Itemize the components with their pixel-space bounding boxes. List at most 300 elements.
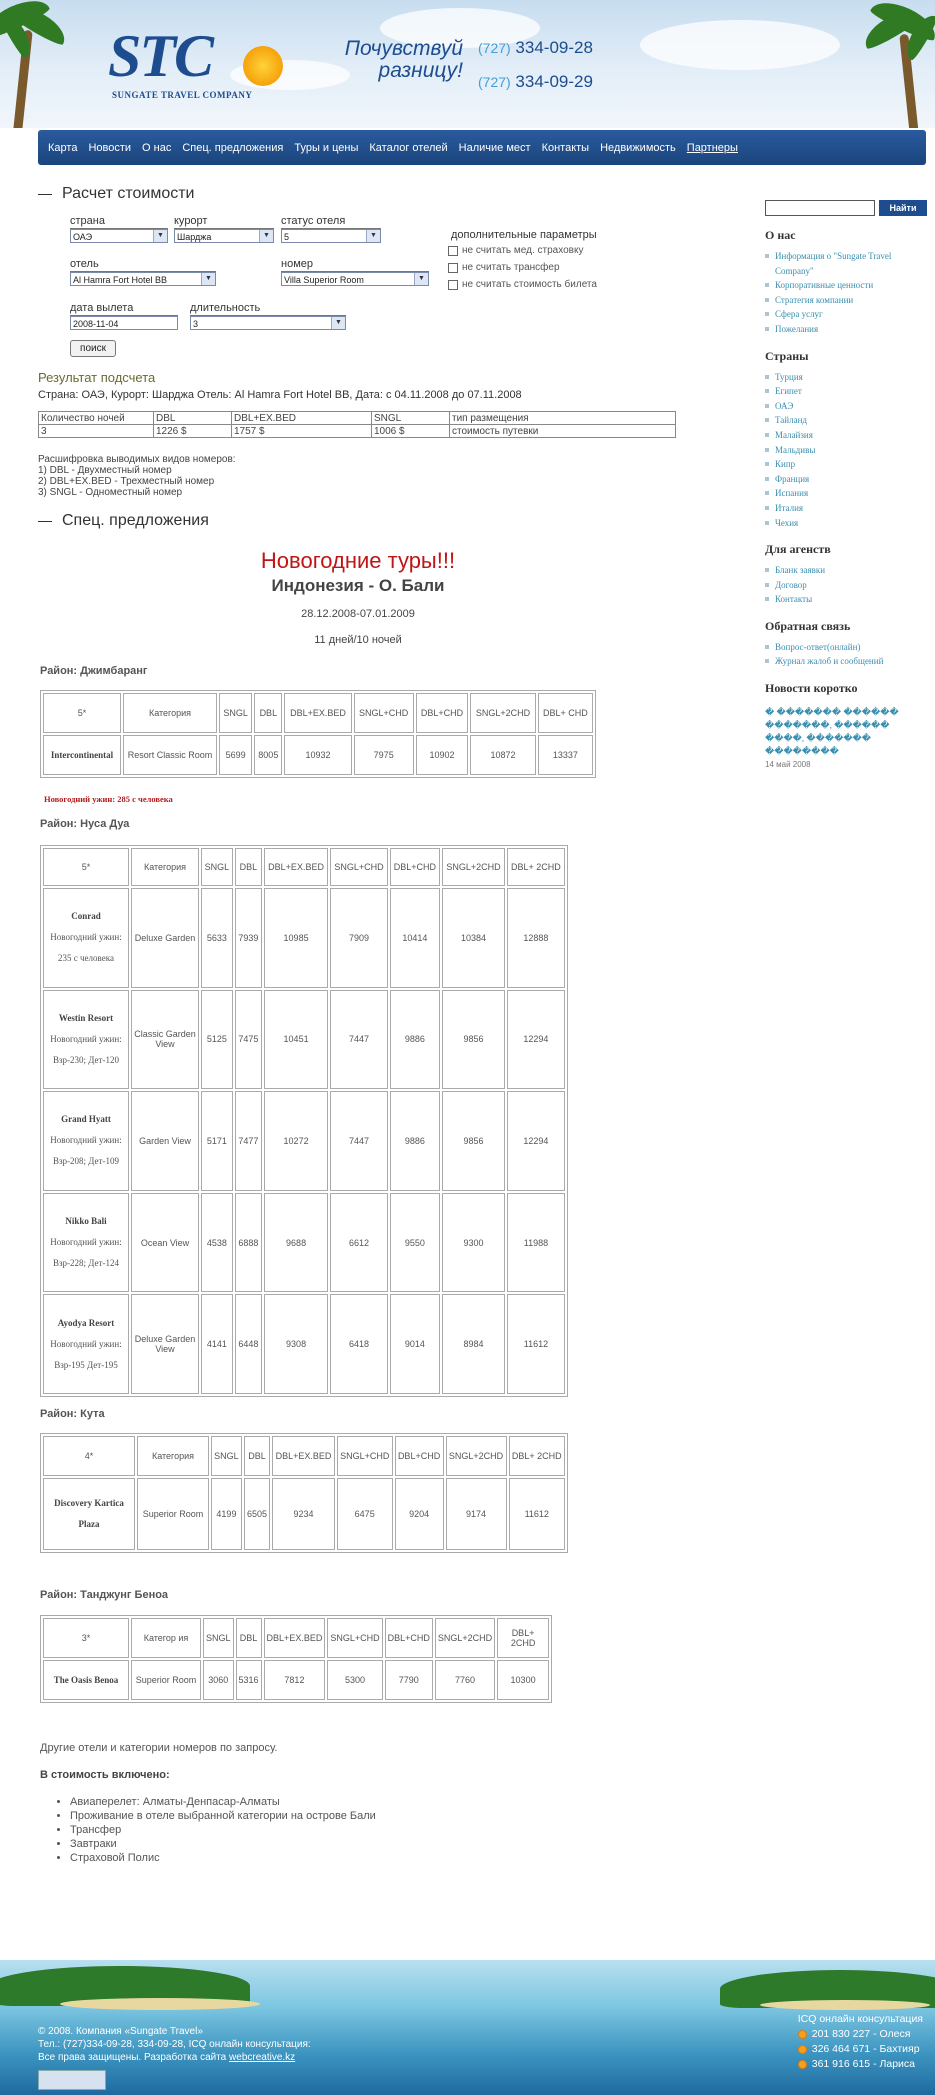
table-header: DBL+EX.BED bbox=[284, 693, 351, 733]
table-cell: 10932 bbox=[284, 735, 351, 775]
table-header: SNGL+CHD bbox=[354, 693, 414, 733]
table-cell: 12888 bbox=[507, 888, 565, 988]
phone-code: (727) bbox=[478, 40, 511, 56]
table-header: SNGL+2CHD bbox=[446, 1436, 507, 1476]
sidebar-link[interactable]: ОАЭ bbox=[765, 399, 930, 414]
table-header: DBL+EX.BED bbox=[272, 1436, 335, 1476]
logo-text: STC bbox=[108, 23, 213, 89]
result-title: Результат подсчета bbox=[38, 370, 156, 385]
legend-item: 3) SNGL - Одноместный номер bbox=[38, 487, 183, 498]
hotel-cell bbox=[43, 735, 121, 775]
sidebar-link[interactable]: Малайзия bbox=[765, 428, 930, 443]
country-field bbox=[70, 215, 168, 243]
sidebar-link[interactable]: Кипр bbox=[765, 457, 930, 472]
table-cell: 8005 bbox=[254, 735, 282, 775]
table-header: DBL+ 2CHD bbox=[507, 848, 565, 886]
checkbox-label: не считать стоимость билета bbox=[462, 279, 597, 290]
table-cell: 10985 bbox=[264, 888, 328, 988]
checkbox-box[interactable] bbox=[448, 263, 458, 273]
hotel-name: The Oasis Benoa bbox=[53, 1674, 119, 1685]
main-content bbox=[38, 185, 748, 646]
table-cell: 10414 bbox=[390, 888, 440, 988]
checkbox-box[interactable] bbox=[448, 280, 458, 290]
table-cell: 6475 bbox=[337, 1478, 393, 1550]
room-legend bbox=[38, 454, 748, 498]
table-header: DBL bbox=[154, 412, 232, 425]
hotel-status-field bbox=[281, 215, 381, 243]
sidebar-link[interactable]: Испания bbox=[765, 486, 930, 501]
table-cell: 10451 bbox=[264, 990, 328, 1090]
other-hotels-note: Другие отели и категории номеров по запросу. bbox=[40, 1742, 278, 1754]
table-header: SNGL+2CHD bbox=[435, 1618, 495, 1658]
table-cell: 9014 bbox=[390, 1294, 440, 1394]
resort-field bbox=[174, 215, 274, 243]
offer-dates: 28.12.2008-07.01.2009 bbox=[301, 608, 415, 620]
table-cell: Superior Room bbox=[131, 1660, 201, 1700]
region-title: Район: Джимбаранг bbox=[40, 665, 148, 677]
hotel-cell bbox=[43, 1660, 129, 1700]
title-dash bbox=[38, 521, 52, 522]
table-row bbox=[43, 848, 565, 886]
table-row bbox=[43, 888, 565, 988]
search-input[interactable] bbox=[765, 200, 875, 216]
table-cell: 11612 bbox=[509, 1478, 566, 1550]
nav-availability[interactable]: Наличие мест bbox=[458, 141, 531, 154]
hotel-value: Al Hamra Fort Hotel BB bbox=[73, 275, 168, 285]
sidebar-link[interactable]: Вопрос-ответ(онлайн) bbox=[765, 640, 930, 655]
hotel-note: Новогодний ужин: Взр-228; Дет-124 bbox=[50, 1237, 122, 1269]
icq-contacts bbox=[798, 2012, 923, 2072]
new-year-dinner-note: Новогодний ужин: 285 с человека bbox=[44, 794, 173, 804]
table-header: SNGL bbox=[211, 1436, 242, 1476]
chevron-down-icon: ▼ bbox=[414, 273, 428, 285]
table-row bbox=[43, 1091, 565, 1191]
chevron-down-icon: ▼ bbox=[366, 230, 380, 242]
icq-contact[interactable] bbox=[798, 2042, 923, 2057]
table-header: DBL+ CHD bbox=[538, 693, 593, 733]
hotel-status-value: 5 bbox=[284, 232, 290, 242]
phone-number: 334-09-28 bbox=[515, 38, 593, 57]
news-date: 14 май 2008 bbox=[765, 760, 811, 770]
table-cell: 10872 bbox=[470, 735, 536, 775]
hotel-note: Новогодний ужин: Взр-208; Дет-109 bbox=[50, 1135, 122, 1167]
sidebar bbox=[765, 200, 930, 769]
table-cell: стоимость путевки bbox=[450, 425, 676, 438]
sidebar-link[interactable]: Египет bbox=[765, 384, 930, 399]
table-cell: Deluxe Garden bbox=[131, 888, 199, 988]
checkbox-no-insurance[interactable] bbox=[448, 245, 583, 256]
table-row bbox=[39, 425, 676, 438]
footer-copyright bbox=[38, 2025, 311, 2064]
table-cell: 4538 bbox=[201, 1193, 233, 1293]
table-row bbox=[43, 990, 565, 1090]
table-header: DBL+EX.BED bbox=[232, 412, 372, 425]
table-cell: 12294 bbox=[507, 1091, 565, 1191]
logo[interactable] bbox=[108, 23, 308, 100]
hotel-name: Grand Hyatt bbox=[61, 1114, 111, 1125]
chevron-down-icon: ▼ bbox=[201, 273, 215, 285]
hotel-note: Новогодний ужин: 235 с человека bbox=[50, 932, 122, 964]
chevron-down-icon: ▼ bbox=[153, 230, 167, 242]
table-cell: 6505 bbox=[244, 1478, 270, 1550]
nav-about[interactable]: О нас bbox=[142, 141, 172, 154]
nav-partners[interactable]: Партнеры bbox=[686, 141, 738, 154]
sidebar-link[interactable]: Тайланд bbox=[765, 413, 930, 428]
table-cell: 7477 bbox=[235, 1091, 262, 1191]
sun-icon bbox=[243, 46, 283, 86]
table-cell: 6888 bbox=[235, 1193, 262, 1293]
table-cell: 6612 bbox=[330, 1193, 388, 1293]
sidebar-section-title: Обратная связь bbox=[765, 618, 851, 633]
price-table bbox=[40, 690, 596, 778]
nav-real-estate[interactable]: Недвижимость bbox=[600, 141, 676, 154]
table-header: DBL+CHD bbox=[385, 1618, 433, 1658]
table-cell: 8984 bbox=[442, 1294, 505, 1394]
sidebar-link[interactable]: Стратегия компании bbox=[765, 293, 930, 308]
table-cell: 9204 bbox=[395, 1478, 444, 1550]
news-item[interactable]: � ������� ������ �������, ������ ����, ������� �������� bbox=[765, 707, 899, 757]
table-header: SNGL+2CHD bbox=[470, 693, 536, 733]
offer-subhead: Индонезия - О. Бали bbox=[271, 576, 445, 595]
section-title bbox=[38, 185, 748, 203]
phone bbox=[478, 38, 593, 58]
hotel-name: Conrad bbox=[71, 911, 101, 922]
table-cell: Garden View bbox=[131, 1091, 199, 1191]
hotel-status-select[interactable] bbox=[281, 229, 381, 243]
table-header: DBL bbox=[244, 1436, 270, 1476]
table-header: DBL bbox=[254, 693, 282, 733]
hotel-note: Новогодний ужин: Взр-230; Дет-120 bbox=[50, 1033, 122, 1065]
table-header: Категория bbox=[131, 848, 199, 886]
table-header: DBL+ 2CHD bbox=[497, 1618, 549, 1658]
checkbox-no-ticket[interactable] bbox=[448, 279, 597, 290]
hotel-cell bbox=[43, 1091, 129, 1191]
table-cell: Superior Room bbox=[137, 1478, 209, 1550]
table-cell: 4141 bbox=[201, 1294, 233, 1394]
legend-item: 1) DBL - Двухместный номер bbox=[38, 465, 172, 476]
room-label: номер bbox=[281, 258, 429, 272]
date-input[interactable] bbox=[70, 316, 178, 330]
resort-select[interactable] bbox=[174, 229, 274, 243]
search-submit-button[interactable]: Найти bbox=[879, 200, 927, 216]
sidebar-section-title: Новости коротко bbox=[765, 681, 858, 696]
table-header: SNGL+CHD bbox=[327, 1618, 382, 1658]
table-header: Категория bbox=[123, 693, 217, 733]
hotel-field bbox=[70, 258, 216, 286]
room-select[interactable] bbox=[281, 272, 429, 286]
section-title bbox=[38, 512, 748, 530]
list-item: • Страховой Полис bbox=[70, 1851, 376, 1865]
checkbox-no-transfer[interactable] bbox=[448, 262, 560, 273]
price-table bbox=[40, 1433, 568, 1553]
table-cell: 13337 bbox=[538, 735, 593, 775]
sidebar-list bbox=[765, 640, 930, 669]
table-cell: 5316 bbox=[236, 1660, 262, 1700]
developer-link[interactable]: webcreative.kz bbox=[229, 2052, 296, 2063]
nav-contacts[interactable]: Контакты bbox=[541, 141, 590, 154]
sidebar-link[interactable]: Пожелания bbox=[765, 322, 930, 337]
sidebar-section-title: Страны bbox=[765, 348, 809, 363]
list-item: • Проживание в отеле выбранной категории на острове Бали bbox=[70, 1809, 376, 1823]
sidebar-list bbox=[765, 370, 930, 531]
table-row bbox=[43, 1436, 565, 1476]
result-block bbox=[38, 370, 748, 498]
sidebar-link[interactable]: Договор bbox=[765, 578, 930, 593]
duration-value: 3 bbox=[193, 319, 199, 329]
legend-item: 2) DBL+EX.BED - Трехместный номер bbox=[38, 476, 215, 487]
table-cell: 7790 bbox=[385, 1660, 433, 1700]
table-header: SNGL bbox=[219, 693, 252, 733]
price-calculator bbox=[38, 215, 748, 380]
table-cell: 1757 $ bbox=[232, 425, 372, 438]
hotel-cell bbox=[43, 888, 129, 988]
table-row bbox=[43, 1478, 565, 1550]
table-header: DBL+EX.BED bbox=[264, 848, 328, 886]
duration-label: длительность bbox=[190, 302, 346, 316]
title-dash bbox=[38, 194, 52, 195]
calc-title: Расчет стоимости bbox=[62, 185, 195, 202]
table-cell: 12294 bbox=[507, 990, 565, 1090]
phone bbox=[478, 72, 593, 92]
table-header: SNGL bbox=[372, 412, 450, 425]
table-cell: 9856 bbox=[442, 990, 505, 1090]
table-header: Количество ночей bbox=[39, 412, 154, 425]
icq-name: - Бахтияр bbox=[873, 2043, 920, 2055]
main-nav bbox=[38, 130, 926, 165]
hotel-name: Westin Resort bbox=[58, 1012, 114, 1023]
table-header: 3* bbox=[43, 1618, 129, 1658]
cloud bbox=[640, 20, 840, 70]
table-header: Категория bbox=[137, 1436, 209, 1476]
table-cell: Classic Garden View bbox=[131, 990, 199, 1090]
country-label: страна bbox=[70, 215, 168, 229]
copyright-line: © 2008. Компания «Sungate Travel» bbox=[38, 2026, 203, 2037]
hotel-status-label: статус отеля bbox=[281, 215, 381, 229]
region-title: Район: Кута bbox=[40, 1408, 105, 1420]
resort-value: Шарджа bbox=[177, 232, 212, 242]
table-cell: 9856 bbox=[442, 1091, 505, 1191]
sidebar-link[interactable]: Чехия bbox=[765, 516, 930, 531]
table-cell: 9300 bbox=[442, 1193, 505, 1293]
table-cell: 7447 bbox=[330, 990, 388, 1090]
included-title: В стоимость включено: bbox=[40, 1769, 170, 1781]
table-cell: 11612 bbox=[507, 1294, 565, 1394]
hotel-name: Discovery Kartica Plaza bbox=[54, 1498, 124, 1529]
checkbox-label: не считать мед. страховку bbox=[462, 245, 584, 256]
table-row bbox=[43, 693, 593, 733]
table-cell: 1226 $ bbox=[154, 425, 232, 438]
rights-line bbox=[38, 2051, 311, 2064]
offer-nights: 11 дней/10 ночей bbox=[314, 634, 402, 646]
icq-flower-icon bbox=[798, 2045, 807, 2054]
resort-label: курорт bbox=[174, 215, 274, 229]
icq-name: - Лариса bbox=[873, 2058, 916, 2070]
table-header: 4* bbox=[43, 1436, 135, 1476]
sidebar-link[interactable]: Франция bbox=[765, 472, 930, 487]
icq-contact[interactable] bbox=[798, 2027, 923, 2042]
table-cell: 9886 bbox=[390, 990, 440, 1090]
region-title: Район: Танджунг Беноа bbox=[40, 1589, 169, 1601]
result-table bbox=[38, 411, 676, 438]
hotel-cell bbox=[43, 1294, 129, 1394]
list-item: • Трансфер bbox=[70, 1823, 376, 1837]
table-header: DBL bbox=[235, 848, 262, 886]
phone-code: (727) bbox=[478, 74, 511, 90]
table-row bbox=[43, 1193, 565, 1293]
nav-tours-prices[interactable]: Туры и цены bbox=[294, 141, 359, 154]
region-title: Район: Нуса Дуа bbox=[40, 818, 130, 830]
table-cell: 9234 bbox=[272, 1478, 335, 1550]
table-cell: 7760 bbox=[435, 1660, 495, 1700]
table-cell: 1006 $ bbox=[372, 425, 450, 438]
table-cell: Resort Classic Room bbox=[123, 735, 217, 775]
table-cell: 7975 bbox=[354, 735, 414, 775]
checkbox-box[interactable] bbox=[448, 246, 458, 256]
table-row bbox=[43, 1660, 549, 1700]
table-row bbox=[43, 1294, 565, 1394]
table-cell: 3060 bbox=[203, 1660, 234, 1700]
list-item: • Авиаперелет: Алматы-Денпасар-Алматы bbox=[70, 1795, 376, 1809]
chevron-down-icon: ▼ bbox=[259, 230, 273, 242]
table-cell: 7812 bbox=[264, 1660, 326, 1700]
sidebar-link[interactable]: Турция bbox=[765, 370, 930, 385]
sidebar-link[interactable]: Бланк заявки bbox=[765, 563, 930, 578]
counter-badge[interactable] bbox=[38, 2070, 106, 2090]
table-cell: 7447 bbox=[330, 1091, 388, 1191]
header bbox=[0, 0, 935, 128]
icq-flower-icon bbox=[798, 2030, 807, 2039]
chevron-down-icon: ▼ bbox=[331, 317, 345, 329]
phone-number: 334-09-29 bbox=[515, 72, 593, 91]
sidebar-link[interactable]: Сфера услуг bbox=[765, 307, 930, 322]
duration-select[interactable] bbox=[190, 316, 346, 330]
contact-line: Тел.: (727)334-09-28, 334-09-28, ICQ онлайн консультация: bbox=[38, 2039, 311, 2050]
nav-news[interactable]: Новости bbox=[88, 141, 132, 154]
table-header: DBL+CHD bbox=[416, 693, 468, 733]
table-header: SNGL+CHD bbox=[337, 1436, 393, 1476]
sidebar-link[interactable]: Корпоративные ценности bbox=[765, 278, 930, 293]
table-header: SNGL bbox=[201, 848, 233, 886]
table-header: DBL+CHD bbox=[395, 1436, 444, 1476]
country-value: ОАЭ bbox=[73, 232, 93, 242]
hotel-cell bbox=[43, 1478, 135, 1550]
sidebar-link[interactable]: Италия bbox=[765, 501, 930, 516]
offer-headline: Новогодние туры!!! bbox=[260, 548, 456, 573]
nav-hotel-catalog[interactable]: Каталог отелей bbox=[369, 141, 448, 154]
table-header: DBL bbox=[236, 1618, 262, 1658]
extra-params bbox=[451, 229, 616, 241]
hotel-cell bbox=[43, 1193, 129, 1293]
icq-contact[interactable] bbox=[798, 2057, 923, 2072]
hotel-select[interactable] bbox=[70, 272, 216, 286]
sidebar-link[interactable]: Информация о "Sungate Travel Company" bbox=[765, 249, 930, 278]
table-cell: 9174 bbox=[446, 1478, 507, 1550]
table-row bbox=[39, 412, 676, 425]
extra-params-label: дополнительные параметры bbox=[451, 229, 597, 241]
sidebar-section-title: О нас bbox=[765, 228, 796, 242]
date-label: дата вылета bbox=[70, 302, 178, 316]
country-select[interactable] bbox=[70, 229, 168, 243]
table-cell: Deluxe Garden View bbox=[131, 1294, 199, 1394]
table-cell: 9308 bbox=[264, 1294, 328, 1394]
table-cell: 6418 bbox=[330, 1294, 388, 1394]
table-header: SNGL bbox=[203, 1618, 234, 1658]
table-cell: 9886 bbox=[390, 1091, 440, 1191]
sand-decoration bbox=[760, 2000, 930, 2010]
offers-title: Спец. предложения bbox=[62, 512, 209, 529]
sidebar-list bbox=[765, 249, 930, 337]
checkbox-label: не считать трансфер bbox=[462, 262, 560, 273]
table-cell: 9688 bbox=[264, 1193, 328, 1293]
table-cell: 3 bbox=[39, 425, 154, 438]
sand-decoration bbox=[60, 1998, 260, 2010]
slogan-line: Почувствуй bbox=[344, 37, 463, 60]
table-header: DBL+CHD bbox=[390, 848, 440, 886]
hotel-name: Nikko Bali bbox=[65, 1216, 107, 1227]
table-cell: 7909 bbox=[330, 888, 388, 988]
table-cell: 6448 bbox=[235, 1294, 262, 1394]
table-cell: 7475 bbox=[235, 990, 262, 1090]
table-header: 5* bbox=[43, 693, 121, 733]
hotel-cell bbox=[43, 990, 129, 1090]
icq-number: 326 464 671 bbox=[811, 2043, 871, 2055]
sidebar-link[interactable]: Контакты bbox=[765, 592, 930, 607]
search-button[interactable]: поиск bbox=[70, 340, 116, 357]
room-value: Villa Superior Room bbox=[284, 275, 364, 285]
hotel-note: Новогодний ужин: Взр-195 Дет-195 bbox=[50, 1338, 122, 1370]
table-cell: 5171 bbox=[201, 1091, 233, 1191]
hotel-name: Ayodya Resort bbox=[57, 1317, 115, 1328]
sidebar-link[interactable]: Мальдивы bbox=[765, 443, 930, 458]
table-row bbox=[43, 735, 593, 775]
table-row bbox=[43, 1618, 549, 1658]
table-header: SNGL+CHD bbox=[330, 848, 388, 886]
footer bbox=[0, 1960, 935, 2095]
hotel-label: отель bbox=[70, 258, 216, 272]
hotel-name: Intercontinental bbox=[50, 749, 114, 760]
duration-field bbox=[190, 302, 346, 330]
price-table bbox=[40, 845, 568, 1397]
icq-title: ICQ онлайн консультация bbox=[797, 2013, 923, 2025]
icq-number: 361 916 615 bbox=[811, 2058, 871, 2070]
included-list bbox=[40, 1795, 376, 1865]
nav-special-offers[interactable]: Спец. предложения bbox=[182, 141, 284, 154]
result-line: Страна: ОАЭ, Курорт: Шарджа Отель: Al Hamra Fort Hotel BB, Дата: с 04.11.2008 до 07.11.2008 bbox=[38, 389, 522, 401]
slogan-line: разницу! bbox=[378, 59, 463, 82]
table-cell: 11988 bbox=[507, 1193, 565, 1293]
nav-map[interactable]: Карта bbox=[48, 141, 78, 154]
table-header: DBL+ 2CHD bbox=[509, 1436, 566, 1476]
table-cell: 7939 bbox=[235, 888, 262, 988]
table-header: DBL+EX.BED bbox=[264, 1618, 326, 1658]
table-cell: 10272 bbox=[264, 1091, 328, 1191]
offer-block bbox=[38, 548, 678, 646]
sidebar-link[interactable]: Журнал жалоб и сообщений bbox=[765, 654, 930, 669]
slogan bbox=[328, 38, 463, 82]
date-value: 2008-11-04 bbox=[73, 319, 119, 329]
date-field bbox=[70, 302, 178, 330]
table-cell: 5125 bbox=[201, 990, 233, 1090]
price-table bbox=[40, 1615, 552, 1703]
sidebar-list bbox=[765, 563, 930, 607]
table-cell: 5300 bbox=[327, 1660, 382, 1700]
sidebar-section-title: Для агенств bbox=[765, 542, 831, 557]
table-cell: 4199 bbox=[211, 1478, 242, 1550]
table-cell: Ocean View bbox=[131, 1193, 199, 1293]
table-header: Категор ия bbox=[131, 1618, 201, 1658]
legend-title: Расшифровка выводимых видов номеров: bbox=[38, 454, 236, 465]
icq-name: - Олеся bbox=[873, 2028, 911, 2040]
